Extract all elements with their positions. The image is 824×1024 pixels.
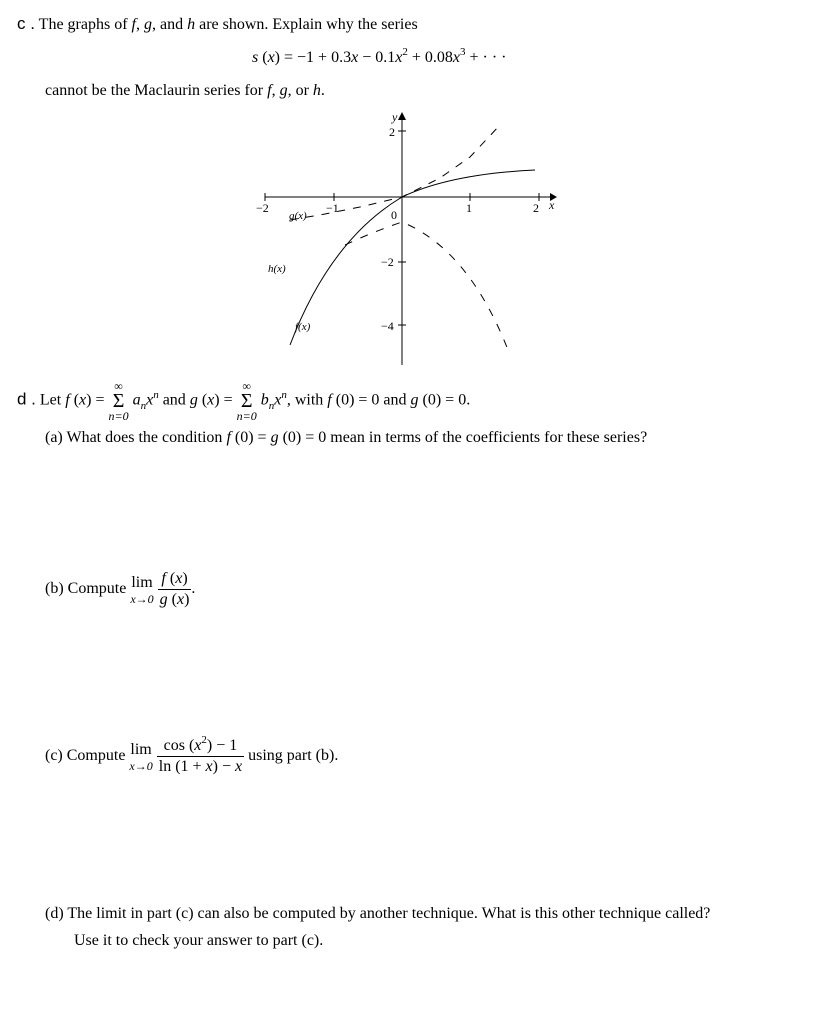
series-formula: s $(x) = -1 + 0.3x - 0.1x^2 + 0.08x^3$ + · · ·	[252, 46, 507, 66]
tick-y-neg4: −4	[381, 319, 394, 333]
question-a: (a) What does the condition f (0) = g (0) = 0 mean in terms of the coefficients for these series?	[45, 429, 648, 446]
part-d-label: d .	[17, 389, 36, 409]
question-d-line1: (d) The limit in part (c) can also be computed by another technique. What is this other technique called?	[45, 905, 711, 922]
tick-x-2: 2	[533, 201, 539, 215]
graph-figure	[0, 0, 824, 380]
question-d-line2: Use it to check your answer to part (c).	[74, 932, 324, 949]
part-c-conclusion: cannot be the Maclaurin series for f, g, or h.	[45, 82, 325, 99]
curve-h	[345, 222, 510, 355]
sum-b: ∞ Σ n=0	[236, 379, 257, 423]
tick-x-1: 1	[466, 201, 472, 215]
axis-x-label: x	[549, 198, 555, 212]
label-f: f(x)	[295, 321, 311, 333]
axis-y-label: y	[392, 110, 398, 124]
part-c-prompt-text: The graphs of f, g, and h are shown. Explain why the series	[38, 16, 418, 33]
part-c-label: c .	[17, 14, 35, 33]
tick-x-neg1: −1	[326, 201, 339, 215]
tick-y-neg2: −2	[381, 255, 394, 269]
origin-label: 0	[391, 208, 397, 222]
tick-y-2: 2	[389, 125, 395, 139]
part-d-intro: d . Let f (x) = ∞ Σ n=0 $a_nx^n$ and g (x) = ∞ Σ n=0 $b_nx^n$, with f (0) = 0 and g (0) = 0.	[17, 379, 471, 423]
y-axis-arrow	[398, 112, 406, 120]
label-g: g(x)	[289, 210, 307, 222]
curve-f	[290, 170, 535, 345]
sum-a: ∞ Σ n=0	[108, 379, 129, 423]
label-h: h(x)	[268, 263, 286, 275]
question-b: (b) Compute lim x→0 $\frac{f (x)}{g (x)}$ .	[45, 570, 196, 608]
tick-x-neg2: −2	[256, 201, 269, 215]
question-c: (c) Compute lim x→0 $\frac{\cos (x^2) - 1}{\ln (1 + x) - x}$ using part (b).	[45, 734, 339, 775]
